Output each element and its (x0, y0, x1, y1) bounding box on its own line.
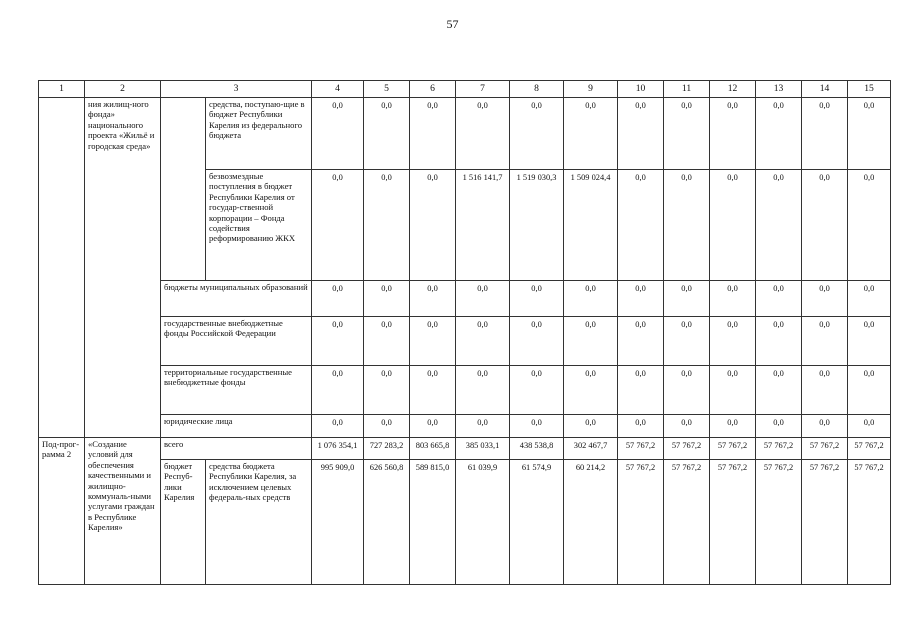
value-cell: 0,0 (710, 98, 756, 170)
value-cell: 61 039,9 (456, 460, 510, 585)
value-cell: 0,0 (710, 281, 756, 317)
value-cell: 0,0 (802, 98, 848, 170)
value-cell: 57 767,2 (664, 438, 710, 460)
value-cell: 0,0 (756, 170, 802, 281)
value-cell: 57 767,2 (848, 460, 891, 585)
value-cell: 803 665,8 (410, 438, 456, 460)
value-cell: 0,0 (312, 170, 364, 281)
value-cell: 57 767,2 (802, 460, 848, 585)
header-cell: 9 (564, 81, 618, 98)
subprogram-name: «Создание условий для обеспечения качественными и жилищно-коммуналь-ными услугами граждан в Республике Карелия» (85, 438, 161, 585)
value-cell: 57 767,2 (756, 438, 802, 460)
header-cell: 1 (39, 81, 85, 98)
value-cell: 0,0 (564, 415, 618, 438)
row-label: всего (161, 438, 312, 460)
header-cell: 6 (410, 81, 456, 98)
header-cell: 3 (161, 81, 312, 98)
row-label: средства, поступаю-щие в бюджет Республики Карелия из федерального бюджета (206, 98, 312, 170)
row-label: бюджеты муниципальных образований (161, 281, 312, 317)
value-cell: 57 767,2 (664, 460, 710, 585)
value-cell: 0,0 (564, 317, 618, 366)
row-label: государственные внебюджетные фонды Российской Федерации (161, 317, 312, 366)
value-cell: 438 538,8 (510, 438, 564, 460)
value-cell: 57 767,2 (710, 460, 756, 585)
header-cell: 2 (85, 81, 161, 98)
value-cell: 0,0 (710, 415, 756, 438)
value-cell: 0,0 (664, 281, 710, 317)
value-cell: 57 767,2 (618, 438, 664, 460)
row-label: территориальные государственные внебюджетные фонды (161, 366, 312, 415)
value-cell: 0,0 (456, 98, 510, 170)
value-cell: 0,0 (848, 98, 891, 170)
header-row (39, 81, 891, 98)
value-cell: 57 767,2 (848, 438, 891, 460)
table-row (39, 460, 891, 585)
value-cell: 0,0 (510, 98, 564, 170)
table-row (39, 281, 891, 317)
value-cell: 0,0 (410, 98, 456, 170)
value-cell: 0,0 (710, 317, 756, 366)
value-cell: 0,0 (802, 170, 848, 281)
value-cell: 0,0 (710, 366, 756, 415)
value-cell: 0,0 (510, 415, 564, 438)
value-cell: 0,0 (410, 170, 456, 281)
block1-col3-spacer (161, 98, 206, 281)
table-row (39, 98, 891, 170)
value-cell: 0,0 (756, 366, 802, 415)
value-cell: 0,0 (802, 281, 848, 317)
value-cell: 0,0 (364, 281, 410, 317)
table-row (39, 438, 891, 460)
page-number: 57 (446, 17, 459, 31)
row-label: средства бюджета Республики Карелия, за исключением целевых федераль-ных средств (206, 460, 312, 585)
value-cell: 0,0 (802, 317, 848, 366)
value-cell: 0,0 (618, 170, 664, 281)
value-cell: 589 815,0 (410, 460, 456, 585)
value-cell: 0,0 (410, 281, 456, 317)
value-cell: 0,0 (848, 366, 891, 415)
table-row (39, 366, 891, 415)
value-cell: 0,0 (510, 366, 564, 415)
value-cell: 0,0 (802, 366, 848, 415)
block1-program-name: ния жилищ-ного фонда» национального проекта «Жильё и городская среда» (85, 98, 161, 438)
table-row (39, 317, 891, 366)
value-cell: 0,0 (410, 415, 456, 438)
value-cell: 0,0 (456, 366, 510, 415)
subprogram-number: Под-прог-рамма 2 (39, 438, 85, 585)
value-cell: 0,0 (848, 317, 891, 366)
value-cell: 0,0 (756, 317, 802, 366)
value-cell: 0,0 (664, 366, 710, 415)
value-cell: 995 909,0 (312, 460, 364, 585)
header-cell: 11 (664, 81, 710, 98)
value-cell: 0,0 (510, 317, 564, 366)
value-cell: 0,0 (664, 170, 710, 281)
value-cell: 0,0 (848, 281, 891, 317)
header-cell: 4 (312, 81, 364, 98)
value-cell: 1 519 030,3 (510, 170, 564, 281)
value-cell: 61 574,9 (510, 460, 564, 585)
value-cell: 57 767,2 (710, 438, 756, 460)
value-cell: 0,0 (618, 366, 664, 415)
value-cell: 0,0 (618, 98, 664, 170)
value-cell: 0,0 (510, 281, 564, 317)
header-cell: 7 (456, 81, 510, 98)
value-cell: 302 467,7 (564, 438, 618, 460)
value-cell: 0,0 (312, 281, 364, 317)
value-cell: 0,0 (410, 366, 456, 415)
block1-col1-cell (39, 98, 85, 438)
value-cell: 1 516 141,7 (456, 170, 510, 281)
value-cell: 0,0 (364, 98, 410, 170)
value-cell: 0,0 (564, 281, 618, 317)
header-cell: 14 (802, 81, 848, 98)
value-cell: 0,0 (456, 281, 510, 317)
value-cell: 0,0 (664, 317, 710, 366)
value-cell: 0,0 (664, 415, 710, 438)
value-cell: 0,0 (664, 98, 710, 170)
value-cell: 0,0 (756, 98, 802, 170)
value-cell: 60 214,2 (564, 460, 618, 585)
value-cell: 57 767,2 (756, 460, 802, 585)
value-cell: 385 033,1 (456, 438, 510, 460)
value-cell: 0,0 (410, 317, 456, 366)
row-label: безвозмездные поступления в бюджет Республики Карелия от государ-ственной корпорации – Фонда содействия реформированию ЖКХ (206, 170, 312, 281)
value-cell: 0,0 (312, 98, 364, 170)
value-cell: 0,0 (364, 415, 410, 438)
value-cell: 0,0 (312, 366, 364, 415)
value-cell: 0,0 (456, 317, 510, 366)
table-row (39, 415, 891, 438)
value-cell: 0,0 (312, 415, 364, 438)
value-cell: 0,0 (618, 415, 664, 438)
value-cell: 0,0 (618, 281, 664, 317)
value-cell: 1 076 354,1 (312, 438, 364, 460)
header-cell: 10 (618, 81, 664, 98)
value-cell: 727 283,2 (364, 438, 410, 460)
value-cell: 0,0 (312, 317, 364, 366)
value-cell: 0,0 (564, 98, 618, 170)
value-cell: 0,0 (456, 415, 510, 438)
value-cell: 0,0 (564, 366, 618, 415)
header-cell: 15 (848, 81, 891, 98)
value-cell: 0,0 (848, 415, 891, 438)
header-cell: 13 (756, 81, 802, 98)
row-label: юридические лица (161, 415, 312, 438)
value-cell: 626 560,8 (364, 460, 410, 585)
value-cell: 57 767,2 (802, 438, 848, 460)
budget-group-label: бюджет Респуб-лики Карелия (161, 460, 206, 585)
value-cell: 1 509 024,4 (564, 170, 618, 281)
value-cell: 0,0 (848, 170, 891, 281)
value-cell: 0,0 (710, 170, 756, 281)
value-cell: 0,0 (756, 415, 802, 438)
header-cell: 8 (510, 81, 564, 98)
value-cell: 0,0 (364, 366, 410, 415)
value-cell: 0,0 (618, 317, 664, 366)
header-cell: 12 (710, 81, 756, 98)
value-cell: 0,0 (364, 170, 410, 281)
header-cell: 5 (364, 81, 410, 98)
value-cell: 0,0 (364, 317, 410, 366)
value-cell: 0,0 (802, 415, 848, 438)
budget-table (38, 80, 891, 585)
value-cell: 0,0 (756, 281, 802, 317)
value-cell: 57 767,2 (618, 460, 664, 585)
